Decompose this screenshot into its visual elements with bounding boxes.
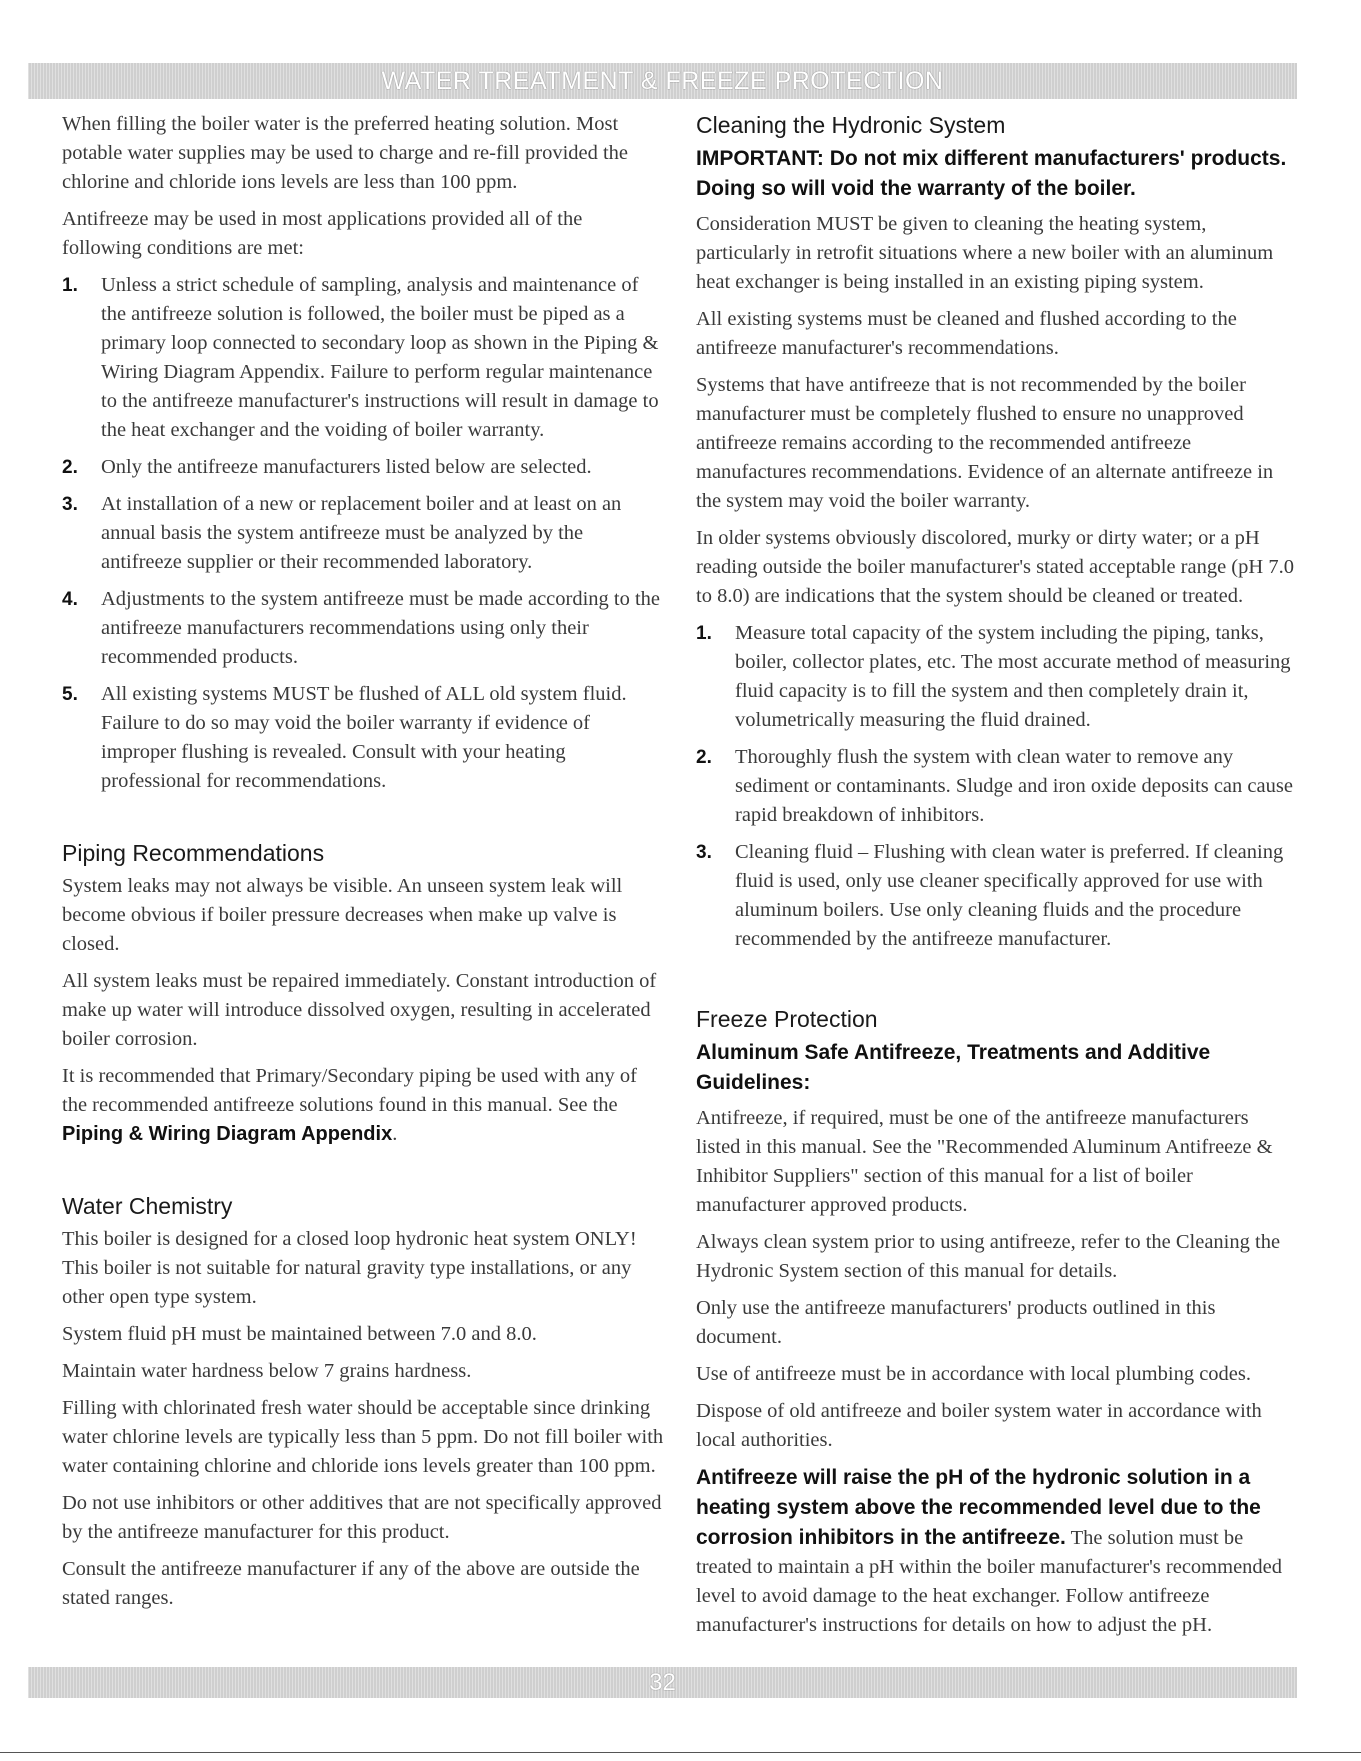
list-text: All existing systems MUST be flushed of ALL old system fluid. Failure to do so may void the boiler warranty if evidence of improper flushing is revealed. Consult with your heating professional for recommendations. — [101, 683, 627, 792]
list-text: Unless a strict schedule of sampling, analysis and maintenance of the antifreeze solution is followed, the boiler must be piped as a primary loop connected to secondary loop as shown in the Piping & Wiring Diagram Appendix. Failure to perform regular maintenance to the antifreeze manufacturer's instructions will result in damage to the heat exchanger and the voiding of boiler warranty. — [101, 274, 659, 441]
ph-warning-paragraph — [696, 1463, 1298, 1640]
intro-paragraph: Antifreeze may be used in most applications provided all of the following conditions are met: — [62, 208, 583, 259]
piping-heading: Piping Recommendations — [62, 840, 325, 866]
freeze-paragraph: Dispose of old antifreeze and boiler system water in accordance with local authorities. — [696, 1400, 1262, 1451]
intro-paragraph: When filling the boiler water is the preferred heating solution. Most potable water supplies may be used to charge and re-fill provided the chlorine and chloride ions levels are less than 100 ppm. — [62, 113, 629, 193]
bottom-rule — [0, 1752, 1361, 1753]
list-text: Cleaning fluid – Flushing with clean water is preferred. If cleaning fluid is used, only use cleaner specifically approved for use with aluminum boilers. Use only cleaning fluids and the procedure recommended by the antifreeze manufacturer. — [735, 841, 1284, 950]
list-number: 5. — [62, 684, 78, 705]
list-text: Only the antifreeze manufacturers listed below are selected. — [101, 456, 592, 478]
cleaning-paragraph: All existing systems must be cleaned and flushed according to the antifreeze manufacturer's recommendations. — [696, 308, 1237, 359]
antifreeze-conditions-list — [62, 271, 667, 796]
ph-warning-bold: Antifreeze will raise the pH of the hydronic solution in a heating system above the recommended level due to the corrosion inhibitors in the antifreeze. — [696, 1466, 1261, 1549]
list-item — [62, 453, 667, 482]
piping-paragraph: All system leaks must be repaired immediately. Constant introduction of make up water will introduce dissolved oxygen, resulting in accelerated boiler corrosion. — [62, 970, 657, 1050]
list-text: Measure total capacity of the system including the piping, tanks, boiler, collector plates, etc. The most accurate method of measuring fluid capacity is to fill the system and then completely drain it, volumetrically measuring the fluid drained. — [735, 622, 1291, 731]
chemistry-paragraph: System fluid pH must be maintained between 7.0 and 8.0. — [62, 1323, 537, 1345]
appendix-reference: Piping & Wiring Diagram Appendix — [62, 1123, 393, 1145]
cleaning-steps-list — [696, 619, 1298, 954]
chemistry-paragraph: Maintain water hardness below 7 grains hardness. — [62, 1360, 472, 1382]
ph-warning-text: The solution must be treated to maintain a pH within the boiler manufacturer's recommended level to avoid damage to the heat exchanger. Follow antifreeze manufacturer's instructions for details on how to adjust the pH. — [696, 1527, 1283, 1636]
freeze-paragraph: Antifreeze, if required, must be one of the antifreeze manufacturers listed in this manual. See the "Recommended Aluminum Antifreeze & Inhibitor Suppliers" section of this manual for a list of boiler manufacturer approved products. — [696, 1107, 1273, 1216]
cleaning-paragraph: Consideration MUST be given to cleaning the heating system, particularly in retrofit situations where a new boiler with an aluminum heat exchanger is being installed in an existing piping system. — [696, 213, 1274, 293]
chemistry-paragraph: Consult the antifreeze manufacturer if any of the above are outside the stated ranges. — [62, 1558, 640, 1609]
list-number: 3. — [696, 842, 712, 863]
freeze-subheading: Aluminum Safe Antifreeze, Treatments and Additive Guidelines: — [696, 1041, 1211, 1094]
list-item — [62, 680, 667, 796]
list-text: Thoroughly flush the system with clean water to remove any sediment or contaminants. Sludge and iron oxide deposits can cause rapid breakdown of inhibitors. — [735, 746, 1293, 826]
chemistry-paragraph: Do not use inhibitors or other additives that are not specifically approved by the antifreeze manufacturer for this product. — [62, 1492, 662, 1543]
freeze-paragraph: Always clean system prior to using antifreeze, refer to the Cleaning the Hydronic System section of this manual for details. — [696, 1231, 1281, 1282]
piping-paragraph — [62, 1062, 667, 1149]
list-item — [62, 271, 667, 445]
cleaning-paragraph: In older systems obviously discolored, murky or dirty water; or a pH reading outside the boiler manufacturer's stated acceptable range (pH 7.0 to 8.0) are indications that the system should be cleaned or treated. — [696, 527, 1294, 607]
cleaning-heading: Cleaning the Hydronic System — [696, 112, 1006, 138]
page-number: 32 — [649, 1668, 676, 1696]
section-title: WATER TREATMENT & FREEZE PROTECTION — [381, 66, 944, 95]
list-number: 3. — [62, 494, 78, 515]
freeze-paragraph: Only use the antifreeze manufacturers' products outlined in this document. — [696, 1297, 1216, 1348]
list-number: 1. — [62, 275, 78, 296]
list-item — [62, 585, 667, 672]
cleaning-paragraph: Systems that have antifreeze that is not recommended by the boiler manufacturer must be completely flushed to ensure no unapproved antifreeze remains according to the recommended antifreeze manufactures recommendations. Evidence of an alternate antifreeze in the system may void the boiler warranty. — [696, 374, 1274, 512]
list-number: 4. — [62, 589, 78, 610]
piping-text: . — [392, 1123, 398, 1145]
water-chemistry-heading: Water Chemistry — [62, 1193, 233, 1219]
list-number: 2. — [62, 457, 78, 478]
right-column — [696, 110, 1298, 1648]
list-item — [696, 743, 1298, 830]
list-item — [696, 619, 1298, 735]
list-item — [696, 838, 1298, 954]
list-number: 1. — [696, 623, 712, 644]
important-notice: IMPORTANT: Do not mix different manufacturers' products. Doing so will void the warranty of the boiler. — [696, 147, 1287, 200]
piping-paragraph: System leaks may not always be visible. An unseen system leak will become obvious if boiler pressure decreases when make up valve is closed. — [62, 875, 623, 955]
list-text: Adjustments to the system antifreeze must be made according to the antifreeze manufacturers recommendations using only their recommended products. — [101, 588, 661, 668]
chemistry-paragraph: Filling with chlorinated fresh water should be acceptable since drinking water chlorine levels are typically less than 5 ppm. Do not fill boiler with water containing chlorine and chloride ions levels greater than 100 ppm. — [62, 1397, 664, 1477]
piping-text: It is recommended that Primary/Secondary piping be used with any of the recommended antifreeze solutions found in this manual. See the — [62, 1065, 638, 1116]
list-number: 2. — [696, 747, 712, 768]
left-column — [62, 110, 667, 1621]
page-footer-band — [28, 1667, 1297, 1698]
section-title-banner — [28, 63, 1297, 99]
freeze-protection-heading: Freeze Protection — [696, 1006, 878, 1032]
freeze-paragraph: Use of antifreeze must be in accordance with local plumbing codes. — [696, 1363, 1252, 1385]
chemistry-paragraph: This boiler is designed for a closed loop hydronic heat system ONLY! This boiler is not suitable for natural gravity type installations, or any other open type system. — [62, 1228, 637, 1308]
list-text: At installation of a new or replacement boiler and at least on an annual basis the system antifreeze must be analyzed by the antifreeze supplier or their recommended laboratory. — [101, 493, 622, 573]
list-item — [62, 490, 667, 577]
